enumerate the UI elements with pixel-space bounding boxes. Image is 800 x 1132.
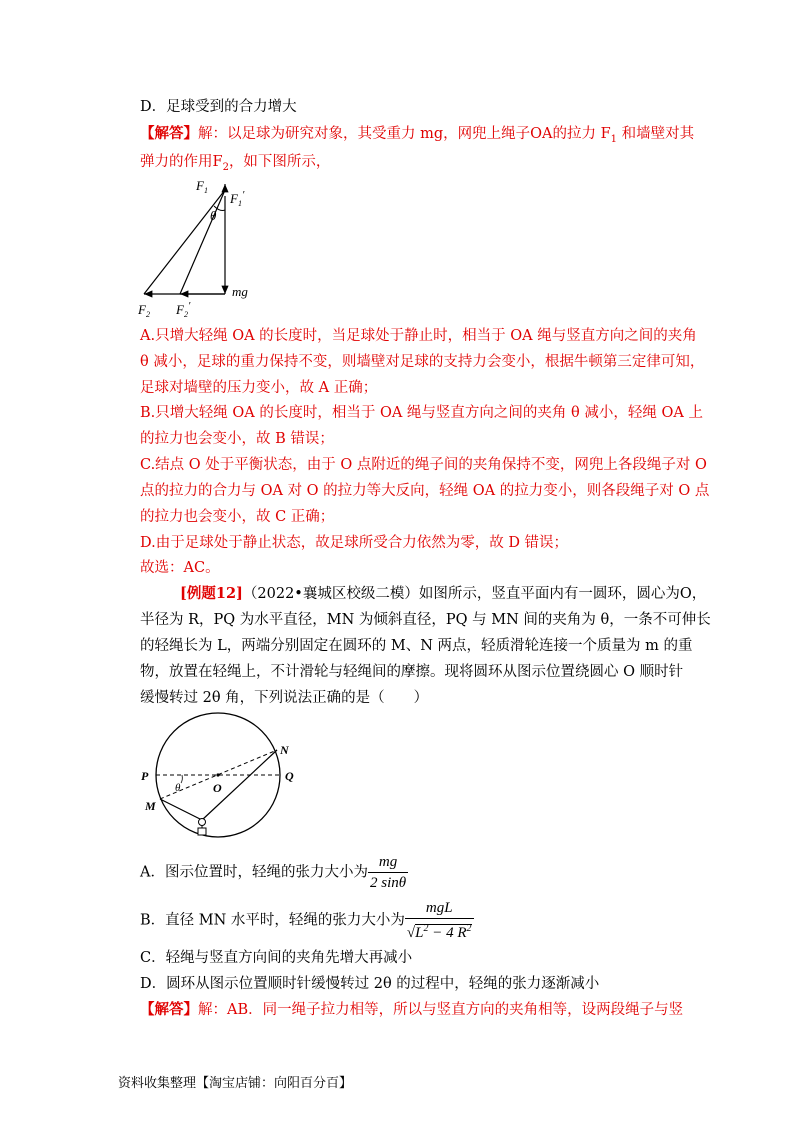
answer-l1-sub: 1: [610, 133, 618, 145]
answer-c-1: C.结点 O 处于平衡状态，由于 O 点附近的绳子间的夹角保持不变，网兜上各段绳子对 O: [140, 457, 707, 473]
answer2-line: [140, 1000, 683, 1020]
option-b-text: B．直径 MN 水平时，轻绳的张力大小为: [140, 912, 405, 929]
example12-line-1: [180, 584, 706, 604]
answer-b-2: 的拉力也会变小，故 B 错误；: [140, 431, 334, 447]
answer-b-1: B.只增大轻绳 OA 的长度时，相当于 OA 绳与竖直方向之间的夹角 θ 减小，轻绳 OA 上: [140, 405, 703, 421]
f1-prime-line: [180, 190, 225, 294]
label-m: M: [145, 799, 156, 813]
option-a: [140, 852, 408, 893]
answer-choice: 故选：AC。: [140, 560, 220, 576]
f2-prime-label: $F_2'$: [176, 300, 191, 318]
f1-line: [144, 190, 225, 294]
option-a-num: mg: [368, 852, 408, 873]
theta-arc-2: [181, 775, 182, 783]
answer-a-1: A.只增大轻绳 OA 的长度时，当足球处于静止时，相当于 OA 绳与竖直方向之间的夹角: [140, 328, 697, 344]
answer-c-3: 的拉力也会变小，故 C 正确；: [140, 509, 335, 525]
example12-line-4: 物，放置在轻绳上，不计滑轮与轻绳间的摩擦。现将圆环从图示位置绕圆心 O 顺时针: [140, 664, 684, 680]
label-theta: θ: [175, 782, 181, 794]
option-a-text: A．图示位置时，轻绳的张力大小为: [140, 864, 368, 881]
footer: 资料收集整理【淘宝店铺：向阳百分百】: [118, 1076, 353, 1091]
answer-l2-post: ，如下图所示，: [228, 154, 331, 170]
answer-a-2: θ 减小，足球的重力保持不变，则墙壁对足球的支持力会变小，根据牛顿第三定律可知，: [140, 354, 705, 370]
force-diagram: [130, 176, 270, 318]
label-o: O: [213, 781, 222, 795]
example12-tag: [例题12]: [180, 585, 243, 602]
f1-prime-label: $F_1'$: [230, 189, 245, 208]
label-n: N: [280, 743, 289, 757]
label-q: Q: [285, 769, 294, 783]
answer-tag: 【解答】: [140, 125, 198, 142]
answer-l1-text: 解：以足球为研究对象，其受重力 mg，网兜上绳子OA的拉力 F: [198, 126, 611, 142]
answer-d-1: D.由于足球处于静止状态，故足球所受合力依然为零，故 D 错误；: [140, 535, 569, 551]
answer-c-2: 点的拉力的合力与 OA 对 O 的拉力等大反向，轻绳 OA 的拉力变小，则各段绳子对 O 点: [140, 483, 710, 499]
example12-line-5: 缓慢转过 2θ 角，下列说法正确的是（ ）: [140, 690, 429, 706]
pulley: [199, 819, 206, 826]
example12-line-2: 半径为 R，PQ 为水平直径，MN 为倾斜直径，PQ 与 MN 间的夹角为 θ，一条不可伸长: [140, 612, 711, 628]
option-b-den: $√L^2 - 4$ $R^2$: [406, 923, 472, 941]
option-b-num: mgL: [405, 898, 474, 919]
option-a-fraction: [368, 852, 408, 893]
center-dot: [216, 773, 219, 776]
option-b-fraction: [405, 898, 474, 943]
answer-l1-post: 和墙壁对其: [617, 126, 695, 142]
option-a-den: 2 sinθ: [369, 875, 407, 891]
option-d: D．圆环从图示位置顺时针缓慢转过 2θ 的过程中，轻绳的张力逐渐减小: [140, 976, 600, 992]
answer-a-3: 足球对墙壁的压力变小，故 A 正确；: [140, 380, 378, 396]
option-d-top: D．足球受到的合力增大: [140, 99, 297, 115]
label-p: P: [141, 769, 149, 783]
answer-line-1: [140, 124, 694, 150]
option-c: C．轻绳与竖直方向间的夹角先增大再减小: [140, 950, 413, 966]
answer-l2-text: 弹力的作用F: [140, 154, 223, 170]
option-b: [140, 898, 474, 943]
f1-label: $F_1$: [196, 178, 208, 195]
theta-label: θ: [210, 208, 217, 223]
mg-label: mg: [232, 284, 248, 299]
weight: [198, 828, 206, 835]
answer-line-2: [140, 152, 330, 178]
example12-l1-text: （2022•襄城区校级二模）如图所示，竖直平面内有一圆环，圆心为O，: [242, 586, 707, 602]
f2-label: $F_2$: [138, 302, 150, 318]
answer2-text: 解：AB．同一绳子拉力相等，所以与竖直方向的夹角相等，设两段绳子与竖: [198, 1002, 684, 1018]
answer-l2-sub: 2: [222, 161, 229, 173]
circle-diagram: [135, 712, 305, 840]
example12-line-3: 的轻绳长为 L，两端分别固定在圆环的 M、N 两点，轻质滑轮连接一个质量为 m 的重: [140, 638, 693, 654]
answer2-tag: 【解答】: [140, 1001, 198, 1018]
